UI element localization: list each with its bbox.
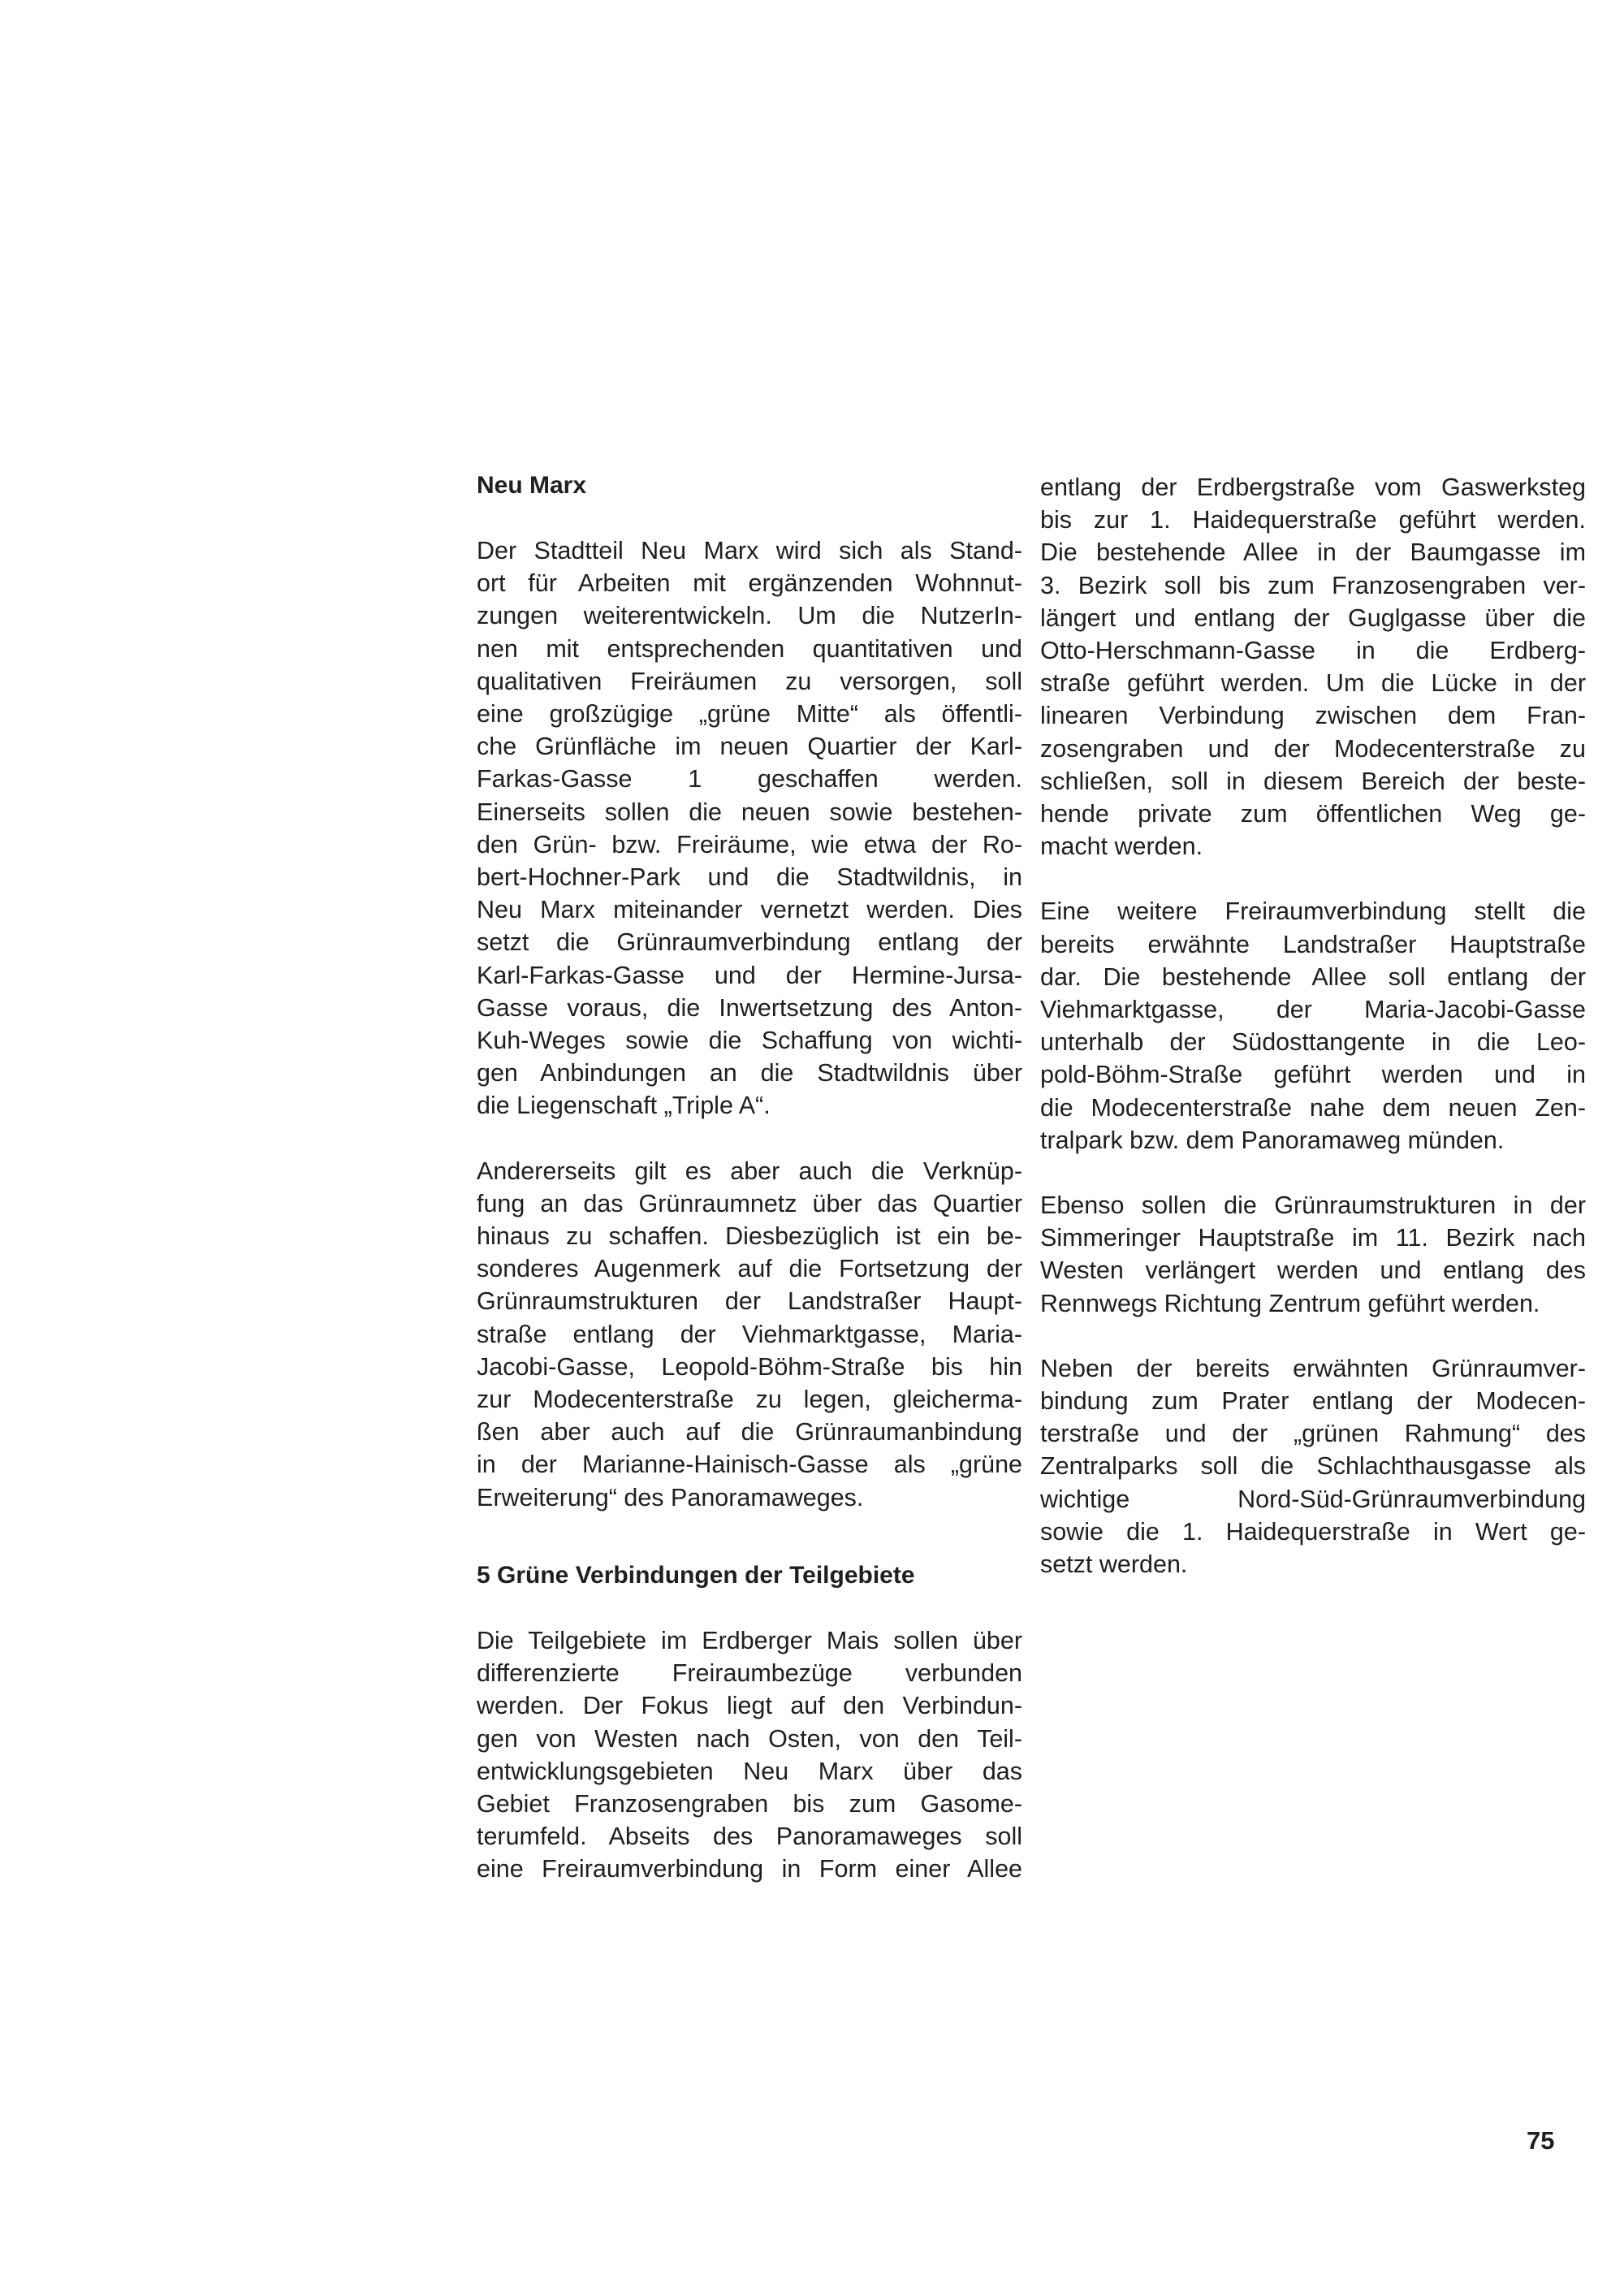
text-line: bert-Hochner-Park und die Stadtwildnis, in xyxy=(477,863,1022,892)
text-line: entwicklungsgebieten Neu Marx über das xyxy=(477,1757,1022,1785)
text-line: eine Freiraumverbindung in Form einer Allee xyxy=(477,1855,1022,1883)
page-number: 75 xyxy=(1527,2126,1555,2155)
paragraph xyxy=(1040,471,1586,863)
text-line: ort für Arbeiten mit ergänzenden Wohnnut- xyxy=(477,569,1022,598)
text-line: fung an das Grünraumnetz über das Quartier xyxy=(477,1189,1022,1217)
text-line: bereits erwähnte Landstraßer Hauptstraße xyxy=(1040,930,1586,958)
paragraph xyxy=(477,534,1022,1122)
text-line: sowie die 1. Haidequerstraße in Wert ge- xyxy=(1040,1517,1586,1546)
text-line: Die bestehende Allee in der Baumgasse im xyxy=(1040,538,1586,567)
paragraph xyxy=(477,1155,1022,1514)
text-line: in der Marianne-Hainisch-Gasse als „grüne xyxy=(477,1451,1022,1479)
text-line: bindung zum Prater entlang der Modecen- xyxy=(1040,1387,1586,1416)
text-line: dar. Die bestehende Allee soll entlang der xyxy=(1040,962,1586,991)
paragraph xyxy=(477,1624,1022,1886)
text-line: Westen verlängert werden und entlang des xyxy=(1040,1256,1586,1285)
text-line: setzt werden. xyxy=(1040,1550,1188,1579)
text-line: Farkas-Gasse 1 geschaffen werden. xyxy=(477,765,1022,794)
text-line: macht werden. xyxy=(1040,832,1203,861)
text-line: Neu Marx miteinander vernetzt werden. Dies xyxy=(477,896,1022,924)
text-line: Die Teilgebiete im Erdberger Mais sollen über xyxy=(477,1626,1022,1654)
heading-gruene-verbindungen: 5 Grüne Verbindungen der Teilgebiete xyxy=(477,1561,915,1589)
text-line: Grünraumstrukturen der Landstraßer Haupt- xyxy=(477,1287,1022,1316)
heading-neu-marx: Neu Marx xyxy=(477,472,587,499)
text-line: setzt die Grünraumverbindung entlang der xyxy=(477,928,1022,957)
text-line: unterhalb der Südosttangente in die Leo- xyxy=(1040,1028,1586,1057)
text-line: gen von Westen nach Osten, von den Teil- xyxy=(477,1724,1022,1753)
text-line: Rennwegs Richtung Zentrum geführt werden. xyxy=(1040,1289,1540,1317)
text-line: Neben der bereits erwähnten Grünraumver- xyxy=(1040,1354,1586,1382)
text-line: nen mit entsprechenden quantitativen und xyxy=(477,634,1022,663)
text-line: gen Anbindungen an die Stadtwildnis über xyxy=(477,1059,1022,1088)
text-line: differenzierte Freiraumbezüge verbunden xyxy=(477,1659,1022,1688)
text-line: zur Modecenterstraße zu legen, gleicherma- xyxy=(477,1386,1022,1414)
text-line: straße entlang der Viehmarktgasse, Maria- xyxy=(477,1320,1022,1348)
text-line: linearen Verbindung zwischen dem Fran- xyxy=(1040,702,1586,730)
text-line: die Modecenterstraße nahe dem neuen Zen- xyxy=(1040,1093,1586,1122)
text-line: sonderes Augenmerk auf die Fortsetzung der xyxy=(477,1255,1022,1283)
text-line: eine großzügige „grüne Mitte“ als öffentli- xyxy=(477,700,1022,729)
paragraph xyxy=(1040,1189,1586,1320)
text-line: Kuh-Weges sowie die Schaffung von wichti- xyxy=(477,1027,1022,1055)
text-line: werden. Der Fokus liegt auf den Verbindun- xyxy=(477,1692,1022,1720)
text-line: ßen aber auch auf die Grünraumanbindung xyxy=(477,1418,1022,1447)
text-line: straße geführt werden. Um die Lücke in der xyxy=(1040,669,1586,698)
text-line: che Grünfläche im neuen Quartier der Karl- xyxy=(477,733,1022,761)
text-line: längert und entlang der Guglgasse über die xyxy=(1040,603,1586,632)
text-line: schließen, soll in diesem Bereich der beste- xyxy=(1040,767,1586,795)
text-line: Gasse voraus, die Inwertsetzung des Anton- xyxy=(477,993,1022,1022)
text-line: pold-Böhm-Straße geführt werden und in xyxy=(1040,1061,1586,1089)
text-line: zungen weiterentwickeln. Um die NutzerIn- xyxy=(477,602,1022,630)
text-line: die Liegenschaft „Triple A“. xyxy=(477,1092,771,1120)
text-line: Erweiterung“ des Panoramaweges. xyxy=(477,1483,864,1511)
text-line: hende private zum öffentlichen Weg ge- xyxy=(1040,800,1586,828)
text-line: tralpark bzw. dem Panoramaweg münden. xyxy=(1040,1126,1505,1154)
text-line: entlang der Erdbergstraße vom Gaswerksteg xyxy=(1040,474,1586,501)
text-line: Gebiet Franzosengraben bis zum Gasome- xyxy=(477,1789,1022,1818)
text-line: terstraße und der „grünen Rahmung“ des xyxy=(1040,1420,1586,1448)
text-line: Der Stadtteil Neu Marx wird sich als Stand- xyxy=(477,537,1022,564)
left-column xyxy=(477,469,1022,1918)
text-line: 3. Bezirk soll bis zum Franzosengraben ver- xyxy=(1040,571,1586,599)
text-line: Andererseits gilt es aber auch die Verknüp- xyxy=(477,1157,1022,1185)
text-line: Eine weitere Freiraumverbindung stellt die xyxy=(1040,897,1586,926)
text-line: Simmeringer Hauptstraße im 11. Bezirk nach xyxy=(1040,1224,1586,1252)
paragraph xyxy=(1040,1352,1586,1581)
text-line: Zentralparks soll die Schlachthausgasse als xyxy=(1040,1452,1586,1481)
text-line: Einerseits sollen die neuen sowie bestehen- xyxy=(477,798,1022,826)
text-line: wichtige Nord-Süd-Grünraumverbindung xyxy=(1040,1485,1586,1513)
text-line: Karl-Farkas-Gasse und der Hermine-Jursa- xyxy=(477,961,1022,989)
text-line: terumfeld. Abseits des Panoramaweges soll xyxy=(477,1823,1022,1851)
text-line: bis zur 1. Haidequerstraße geführt werden. xyxy=(1040,506,1586,534)
text-line: Otto-Herschmann-Gasse in die Erdberg- xyxy=(1040,637,1586,665)
right-column xyxy=(1040,471,1586,1613)
text-line: Ebenso sollen die Grünraumstrukturen in der xyxy=(1040,1191,1586,1220)
text-line: Viehmarktgasse, der Maria-Jacobi-Gasse xyxy=(1040,996,1586,1024)
text-line: den Grün- bzw. Freiräume, wie etwa der Ro- xyxy=(477,830,1022,858)
text-line: qualitativen Freiräumen zu versorgen, soll xyxy=(477,667,1022,695)
paragraph xyxy=(1040,895,1586,1157)
text-line: Jacobi-Gasse, Leopold-Böhm-Straße bis hin xyxy=(477,1352,1022,1381)
text-line: hinaus zu schaffen. Diesbezüglich ist ein be- xyxy=(477,1222,1022,1251)
text-line: zosengraben und der Modecenterstraße zu xyxy=(1040,734,1586,763)
